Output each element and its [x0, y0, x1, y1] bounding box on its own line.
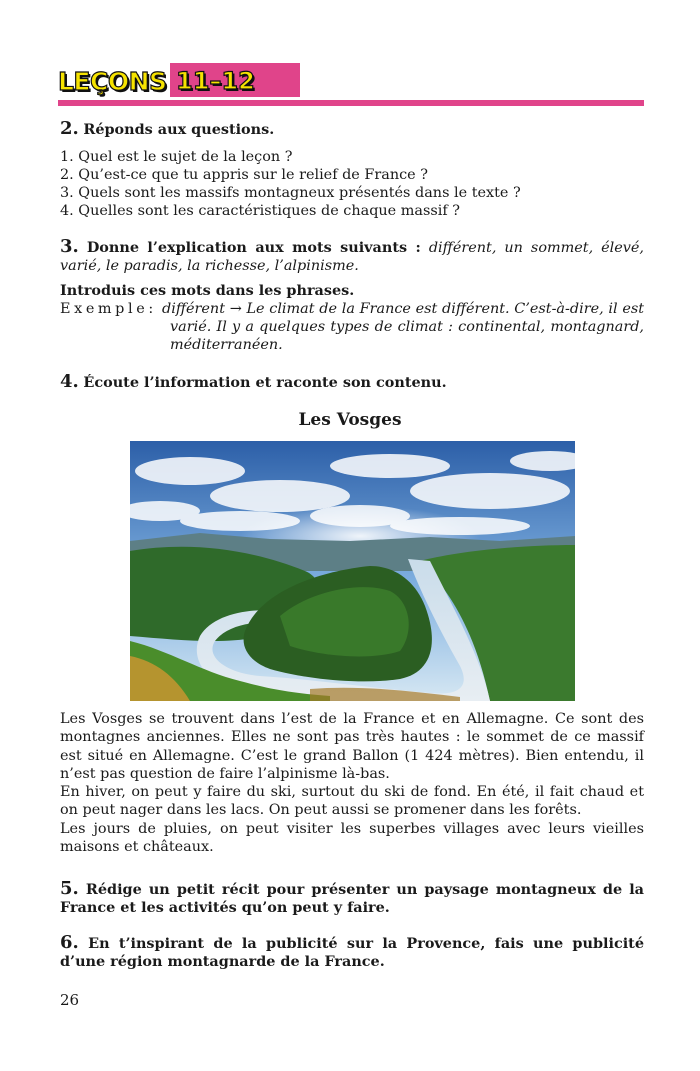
paragraph: Les jours de pluies, on peut visiter les superbes villages avec leurs vieilles maisons et châteaux. — [60, 820, 644, 856]
exercise-6: 6. En t’inspirant de la publicité sur la Provence, fais une publicité d’une région montagnarde de la France. — [60, 932, 644, 970]
vocabulary-words: différent, un sommet, élevé, varié, le paradis, la richesse, l’alpinisme. — [60, 240, 645, 274]
paragraph: Les Vosges se trouvent dans l’est de la France et en Allemagne. Ce sont des montagnes anciennes. Elles ne sont pas très hautes : le sommet de ce massif est situé en Allemagne. C’est le grand Ballon (1 424 mètres). Bien entendu, il n’est pas question de faire l’alpinisme là-bas. — [60, 711, 644, 782]
exercise-3-title: 3. Donne l’explication aux mots suivants : différent, un sommet, élevé, varié, le paradis, la richesse, l’alpinisme. — [60, 236, 645, 274]
exercise-4-title: 4. Écoute l’information et raconte son contenu. — [60, 371, 447, 392]
header-rule — [58, 100, 644, 106]
exercise-5: 5. Rédige un petit récit pour présenter un paysage montagneux de la France et les activités qu’on peut y faire. — [60, 878, 645, 916]
page-number: 26 — [60, 991, 80, 1009]
paragraph: En hiver, on peut y faire du ski, surtout du ski de fond. En été, il fait chaud et on peut nager dans les lacs. On peut aussi se promener dans les forêts. — [60, 784, 644, 819]
example-label: Exemple: — [60, 301, 157, 317]
exercise-2-questions — [60, 148, 644, 220]
question-item: 1. Quel est le sujet de la leçon ? — [60, 149, 293, 165]
question-item: 3. Quels sont les massifs montagneux présentés dans le texte ? — [60, 185, 521, 201]
reading-text — [60, 710, 644, 856]
text-heading: Les Vosges — [298, 410, 402, 430]
exercise-2-title: 2. Réponds aux questions. — [60, 118, 275, 139]
vosges-landscape-photo — [130, 441, 575, 701]
example-text: différent → Le climat de la France est différent. C’est-à-dire, il est varié. Il y a quelques types de climat : continental, montagnard, méditerranéen. — [162, 301, 644, 353]
lesson-label: LEÇONS — [58, 67, 167, 96]
lesson-numbers: 11–12 — [176, 67, 255, 95]
question-item: 2. Qu’est-ce que tu appris sur le relief de France ? — [60, 167, 428, 183]
question-item: 4. Quelles sont les caractéristiques de chaque massif ? — [60, 203, 460, 219]
exercise-3-subtitle: Introduis ces mots dans les phrases. — [60, 282, 355, 299]
